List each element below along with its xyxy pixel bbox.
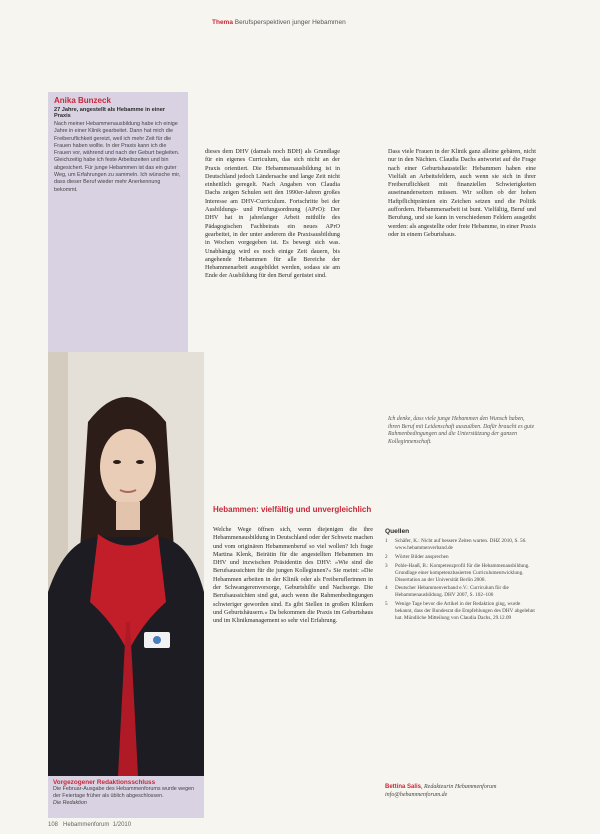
- header-subtitle: Berufsperspektiven junger Hebammen: [234, 19, 346, 26]
- issue-date: 1/2010: [112, 822, 132, 828]
- editorial-note-text: Die Februar-Ausgabe des Hebammenforums wurde wegen der Feiertage früher als üblich abgeschlossen.: [53, 786, 195, 799]
- portrait-photo: [48, 352, 204, 776]
- header-thema: Thema: [212, 19, 233, 26]
- sources-list: [385, 528, 535, 624]
- article-section-text: Welche Wege öffnen sich, wenn diejenigen die ihre Hebammenausbildung in Deutschland oder der Schweiz machen und vom originären Hebammenberuf so viel wollen? Ich frage Martina Klenk, Beirätin für die angestellten Hebammen im DHV und inzwischen Präsidentin des DHV: »Wie sind die Berufsaussichten für die jungen Kolleginnen?« Sie meint: »Die Hebammen arbeiten in der Klinik oder als Freiberuflerinnen in der Schwangerenvorsorge, Geburtshilfe und Nachsorge. Die Berufsaussichten sind gut, auch wenn die Rahmenbedingungen schwieriger geworden sind. Es gibt Stellen in großen Kliniken und Geburtshäusern.« Da bekommen die Praxis im Geburtshaus und im Klinikmanagement so sehr viel Erfahrung.: [213, 526, 373, 625]
- source-item: 4 Deutscher Hebammenverband e.V.: Curriculum für die Hebammenausbildung. DHV 2007, S. 102–106: [385, 585, 509, 599]
- interviewee-role: 27 Jahre, angestellt als Hebamme in einer Praxis: [54, 107, 165, 119]
- interviewee-name: Anika Bunzeck: [54, 96, 111, 105]
- author-name: Bettina Salis: [385, 784, 422, 790]
- author-info: Bettina Salis, Redakteurin Hebammenforum info@hebammenforum.de: [385, 784, 497, 798]
- author-role: Redakteurin Hebammenforum: [424, 784, 497, 790]
- photo-caption: Ich denke, dass viele junge Hebammen den Wunsch haben, ihren Beruf mit Leidenschaft auszuüben. Dafür braucht es gute Rahmenbedingungen und die Unterstützung der ganzen Kolleginnenschaft.: [388, 416, 535, 445]
- author-email[interactable]: info@hebammenforum.de: [385, 792, 448, 798]
- sources-heading: Quellen: [385, 528, 410, 535]
- source-item: 1 Schäfer, K.: Nicht auf bessere Zeiten warten. DHZ 2010, S. 56. www.hebammenverband.de: [385, 538, 527, 551]
- source-item: 3 Pohle-Hauß, B.: Kompetenzprofil für die Hebammenausbildung. Grundlage einer kompetenzbasierten Curriculumentwicklung. Dissertation an der Universität Berlin 2008.: [385, 562, 530, 583]
- article-column-2: dieses dem DHV (damals noch BDH) als Grundlage für ein eigenes Curriculum, das sich nicht an der Praxis orientiert. Die Hebammenausbildung ist in Deutschland jedoch Ländersache und lange Zeit nicht einheitlich geregelt. Nach Angaben von Claudia Dachs zeigen Schulen seit den 1990er-Jahren großes Interesse am DHV-Curriculum. Fortschritte bei der Ausbildungs- und Prüfungsordnung (APrO): Der DHV hat in jahrelanger Arbeit mithilfe des Pädagogischen Fachbeirats ein neues APrO gearbeitet, in der unter anderem die Praxisausbildung in Wochen vorgegeben ist. Es bewegt sich was. Unabhängig wird es noch einige Zeit dauern, bis angehende Hebammen für alle Bereiche der Hebammenarbeit ausgebildet werden, sodass sie am Ende der Ausbildung für den Beruf gerüstet sind.: [205, 148, 340, 280]
- interview-text: Nach meiner Hebammenausbildung habe ich einige Jahre in einer Klinik gearbeitet. Dann hat mich die Freiberuflichkeit gereizt, weil ich mehr Zeit für die Frauen haben wollte. In der Praxis kann ich die Frauen vor, während und nach der Geburt begleiten. Gleichzeitig habe ich feste Arbeitszeiten und bin abgesichert. Für junge Hebammen ist das ein guter Weg, um Erfahrungen zu sammeln. Ich wünsche mir, dass dieser Beruf wieder mehr Anerkennung bekommt.: [54, 121, 181, 193]
- editorial-note-heading: Vorgezogener Redaktionsschluss: [53, 779, 156, 786]
- magazine-name: Hebammenforum: [63, 822, 110, 828]
- editorial-note-signature: Die Redaktion: [53, 800, 87, 806]
- page-number: 108: [48, 822, 59, 828]
- editorial-note-box: [48, 776, 204, 818]
- section-heading: Hebammen: vielfältig und unvergleichlich: [213, 505, 372, 514]
- page-footer: [48, 822, 131, 828]
- interview-box: [48, 92, 188, 352]
- source-item: 2 Wörter Bilder ansprechen: [385, 553, 449, 560]
- source-item: 5 Wenige Tage bevor die Artikel in der Redaktion ging, wurde bekannt, dass der Bundesrat die Empfehlungen des DHV abgelehnt hat. Mündliche Mitteilung von Claudia Dachs, 29.12.09: [385, 601, 535, 622]
- page-header: [212, 19, 412, 26]
- portrait-illustration: [48, 352, 204, 776]
- article-column-3: Dass viele Frauen in der Klinik ganz alleine gebären, nicht nur in den Nächten. Claudia Dachs antwortet auf die Frage nach einer Geburtshausstelle: Hebammen haben eine Vielfalt an Arbeitsfeldern, auch wenn sie sich in ihrer Freiberuflichkeit mit finanziellen Schwierigkeiten auseinandersetzen müssen. Wir sollten ob der hohen Haftpflichtprämien ein Zeichen setzen und die Politik auffordern. Hebammenarbeit ist bunt. Vielfältig, Beruf und Berufung, und sie kann in verschiedenen Feldern ausgeübt werden: als angestellte oder freie Hebamme, in einer Praxis oder in einem Geburtshaus.: [388, 148, 536, 238]
